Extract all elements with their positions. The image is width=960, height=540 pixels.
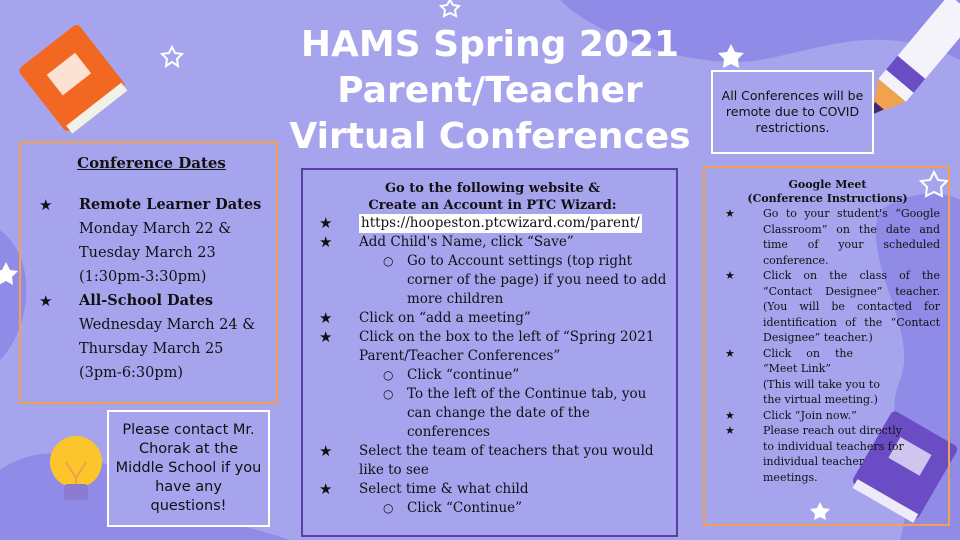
google-step-text: Click on the “Meet Link” xyxy=(763,346,853,375)
list-item xyxy=(715,346,940,377)
remote-dates-label: Remote Learner Dates xyxy=(79,196,262,213)
list-item xyxy=(315,309,670,328)
star-bullet-icon: ★ xyxy=(39,196,53,214)
sub-list-item xyxy=(315,499,670,518)
google-heading-line: (Conference Instructions) xyxy=(747,192,908,205)
list-item xyxy=(715,408,940,424)
star-bullet-icon: ★ xyxy=(725,346,735,360)
sub-list-item xyxy=(315,366,670,385)
star-bullet-icon: ★ xyxy=(319,309,333,327)
star-bullet-icon: ★ xyxy=(319,233,333,251)
step-text: Select time & what child xyxy=(359,481,529,497)
school-date-line: Wednesday March 24 & xyxy=(79,317,256,333)
list-item xyxy=(35,289,268,313)
circle-bullet-icon: ○ xyxy=(383,387,394,401)
remote-date-line: Monday March 22 & xyxy=(79,221,232,237)
sub-step-text: Go to Account settings (top right corner of the page) if you need to add more children xyxy=(407,253,667,307)
school-dates-label: All-School Dates xyxy=(79,292,214,309)
step-text: Click on “add a meeting” xyxy=(359,310,531,326)
star-bullet-icon: ★ xyxy=(319,328,333,346)
google-meet-instructions-box xyxy=(703,166,950,526)
star-bullet-icon: ★ xyxy=(319,480,333,498)
ptc-wizard-instructions-box xyxy=(301,168,678,537)
remote-notice-box xyxy=(711,70,874,154)
conference-dates-heading: Conference Dates xyxy=(77,154,226,172)
list-item xyxy=(315,233,670,252)
page-title xyxy=(270,22,710,160)
star-bullet-icon: ★ xyxy=(39,292,53,310)
star-bullet-icon: ★ xyxy=(725,207,735,220)
contact-notice-box xyxy=(107,410,270,527)
circle-bullet-icon: ○ xyxy=(383,501,394,515)
school-date-line: Thursday March 25 xyxy=(79,341,224,357)
step-text: Click on the box to the left of “Spring 2021 Parent/Teacher Conferences” xyxy=(359,329,655,364)
google-step-text: Go to your student's “Google Classroom” on the date and time of your scheduled conference. xyxy=(763,207,940,267)
sub-list-item xyxy=(315,252,670,309)
star-bullet-icon: ★ xyxy=(319,214,333,232)
google-step-note: (This will take you to the virtual meeting.) xyxy=(763,377,880,406)
title-line: Virtual Conferences xyxy=(289,116,691,157)
ptc-wizard-link[interactable]: https://hoopeston.ptcwizard.com/parent/ xyxy=(361,215,640,231)
ptc-heading-line: Go to the following website & xyxy=(384,181,601,196)
circle-bullet-icon: ○ xyxy=(383,368,394,382)
ptc-heading-line: Create an Account in PTC Wizard: xyxy=(368,198,617,213)
list-item xyxy=(315,442,670,480)
google-step-text: Click “Join now.” xyxy=(763,408,857,422)
circle-bullet-icon: ○ xyxy=(383,254,394,268)
remote-date-line: (1:30pm-3:30pm) xyxy=(79,269,207,285)
step-text: Add Child's Name, click “Save” xyxy=(359,234,574,250)
decor-star-icon xyxy=(162,47,182,66)
sub-step-text: Click “Continue” xyxy=(407,500,523,516)
star-bullet-icon: ★ xyxy=(725,269,735,282)
list-item xyxy=(315,480,670,499)
star-bullet-icon: ★ xyxy=(725,424,735,437)
list-item xyxy=(315,214,670,233)
google-heading-line: Google Meet xyxy=(788,178,867,191)
book-icon xyxy=(17,23,129,136)
list-item xyxy=(715,423,940,485)
list-item xyxy=(715,268,940,346)
sub-step-text: Click “continue” xyxy=(407,367,520,383)
conference-dates-box xyxy=(19,141,278,404)
sub-list-item xyxy=(315,385,670,442)
google-step-text: Click on the class of the “Contact Designee” teacher. (You will be contacted for identification of the “Contact Designee” teacher.) xyxy=(763,269,940,344)
decor-star-icon xyxy=(441,0,459,16)
remote-date-line: Tuesday March 23 xyxy=(79,245,216,261)
list-item xyxy=(715,206,940,268)
school-date-line: (3pm-6:30pm) xyxy=(79,365,184,381)
remote-notice-text: All Conferences will be remote due to COVID restrictions. xyxy=(721,88,864,135)
star-bullet-icon: ★ xyxy=(725,408,735,422)
title-line: HAMS Spring 2021 xyxy=(300,24,680,65)
title-line: Parent/Teacher xyxy=(337,70,643,111)
list-item xyxy=(315,328,670,366)
star-bullet-icon: ★ xyxy=(319,442,333,460)
sub-step-text: To the left of the Continue tab, you can change the date of the conferences xyxy=(407,386,647,440)
contact-notice-text: Please contact Mr. Chorak at the Middle School if you have any questions! xyxy=(115,422,262,514)
google-step-text: Please reach out directly to individual teachers for individual teacher meetings. xyxy=(763,424,904,484)
step-text: Select the team of teachers that you would like to see xyxy=(359,443,654,478)
list-item xyxy=(35,193,268,217)
